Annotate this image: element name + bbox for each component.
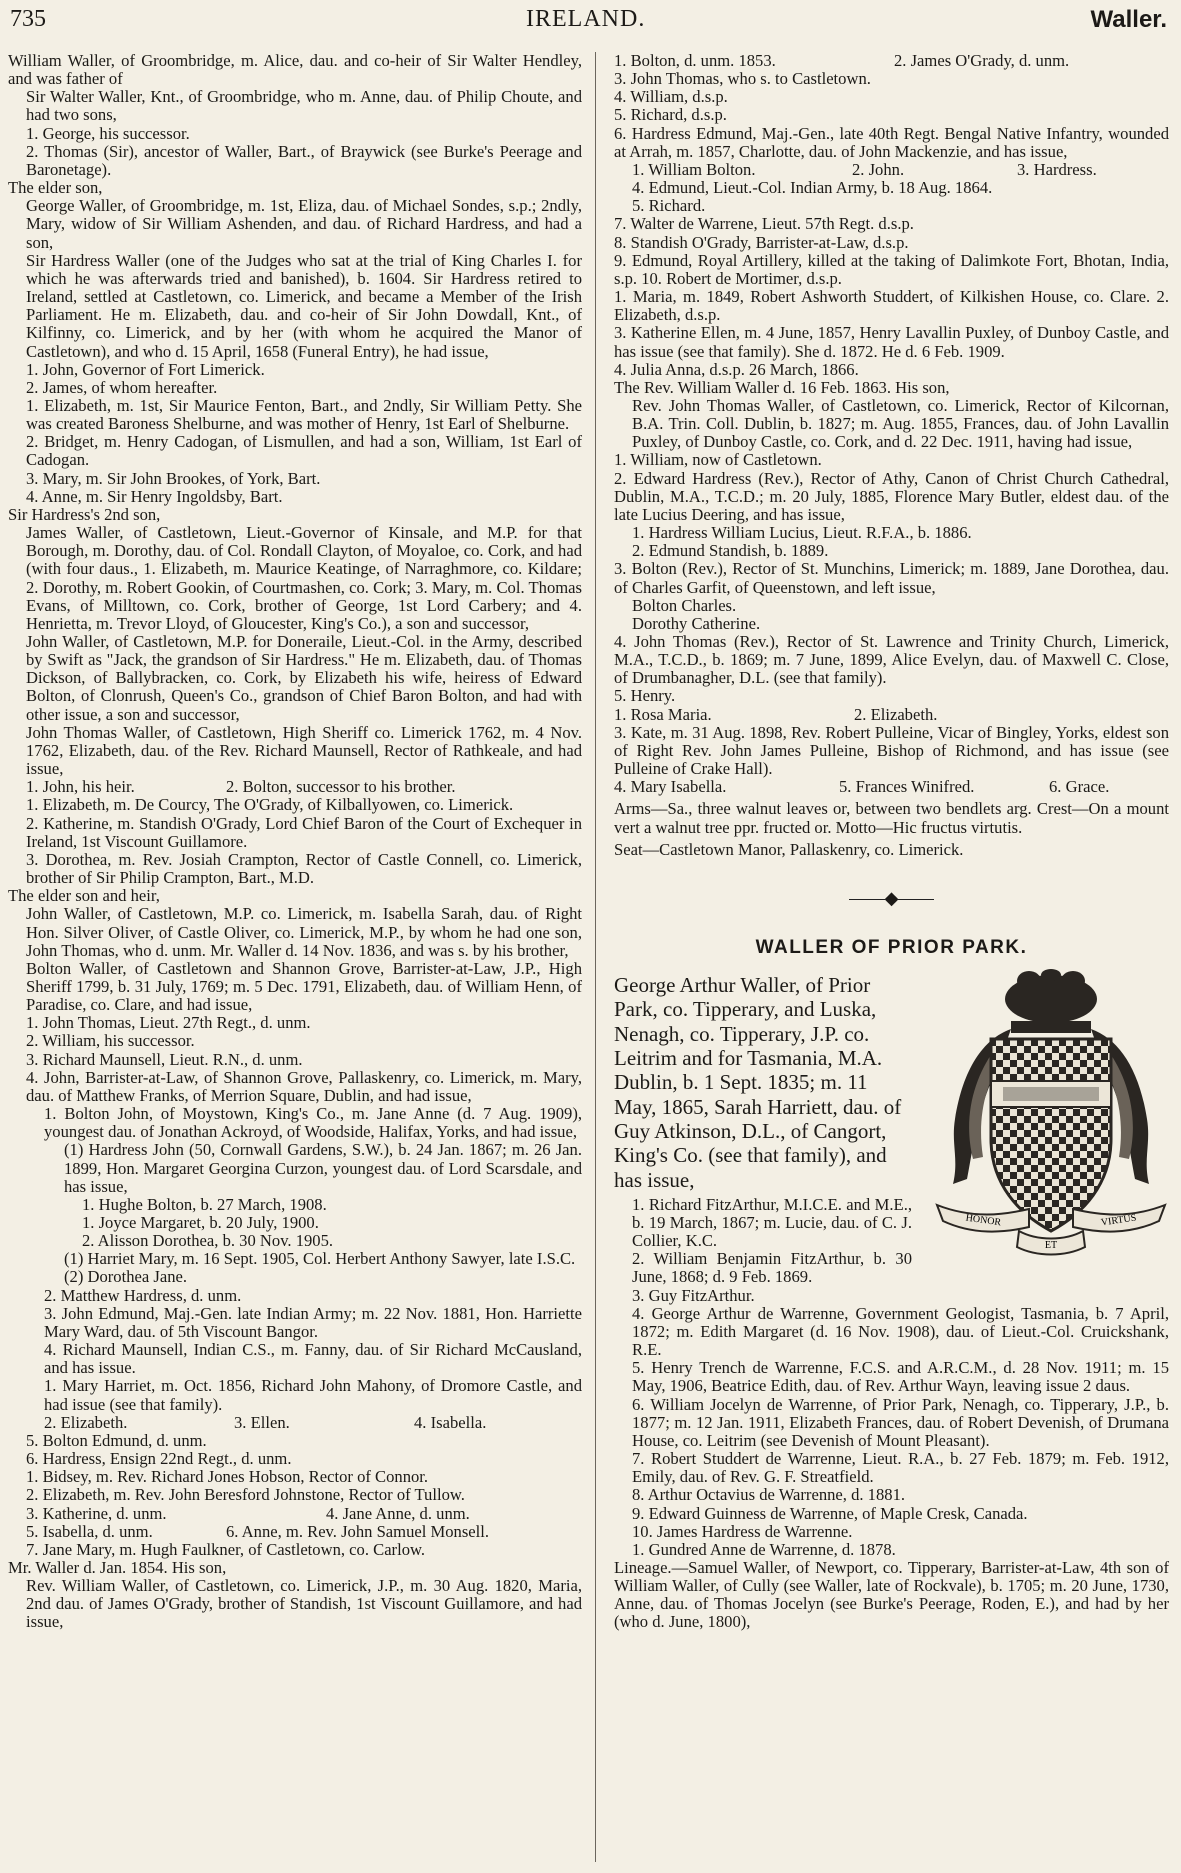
list-item: 4. William, d.s.p. [614, 87, 728, 107]
list-item: 5. Richard, d.s.p. [614, 105, 727, 125]
list-row [614, 52, 1169, 70]
coat-of-arms-icon [933, 969, 1169, 1259]
list-item: Dorothy Catherine. [632, 613, 761, 633]
header-family-name: Waller. [1090, 6, 1167, 33]
list-item: 6. Grace. [1049, 777, 1110, 797]
list-item: Bolton Charles. [632, 595, 737, 615]
list-item: 2. William, his successor. [26, 1031, 195, 1051]
list-item: 7. Robert Studdert de Warrenne, Lieut. R.A., b. 27 Feb. 1879; m. Feb. 1912, Emily, dau. of Rev. G. F. Streatfield. [632, 1449, 1169, 1487]
list-item: 2. Bridget, m. Henry Cadogan, of Lismullen, and had a son, William, 1st Earl of Cadogan. [26, 432, 582, 470]
list-item: 1. John Thomas, Lieut. 27th Regt., d. unm. [26, 1013, 311, 1033]
list-item: 6. Hardress, Ensign 22nd Regt., d. unm. [26, 1449, 292, 1469]
page-number: 735 [10, 6, 46, 32]
list-item: 3. Mary, m. Sir John Brookes, of York, Bart. [26, 468, 321, 488]
list-item: 6. William Jocelyn de Warrenne, of Prior Park, Nenagh, co. Tipperary, J.P., b. 1877; m. 12 Jan. 1911, Elizabeth Frances, dau. of Robert Devenish, of Drumana House, co. Leitrim (see Devenish of Mount Pleasant). [632, 1394, 1169, 1450]
paragraph: Sir Hardress Waller (one of the Judges who sat at the trial of King Charles I. for which he was afterwards tried and banished), b. 1604. Sir Hardress retired to Ireland, settled at Castletown, co. Limerick, and became a Member of the Irish Parliament. He m. Elizabeth, dau. and co-heir of Sir John Dowdall, Knt., of Kilfinny, co. Limerick, and by her (with whom he acquired the Manor of Castletown), and who d. 15 April, 1658 (Funeral Entry), he had issue, [26, 250, 582, 361]
list-item: 2. John. [852, 159, 905, 179]
paragraph: The elder son and heir, [8, 886, 160, 906]
paragraph: The Rev. William Waller d. 16 Feb. 1863. His son, [614, 377, 950, 397]
motto-bottom: ET [1044, 1240, 1058, 1252]
list-item: 3. Hardress. [1017, 159, 1097, 179]
paragraph: Bolton Waller, of Castletown and Shannon Grove, Barrister-at-Law, J.P., High Sheriff 1799, b. 31 July, 1769; m. 5 Dec. 1791, Elizabeth, dau. of William Henn, of Paradise, co. Clare, and had issue, [26, 958, 582, 1015]
list-item: 1. Bolton John, of Moystown, King's Co., m. Jane Anne (d. 7 Aug. 1909), youngest dau. of Jonathan Ackroyd, of Woodside, Halifax, Yorks, and had issue, [44, 1104, 582, 1142]
list-item: 1. William, now of Castletown. [614, 450, 822, 470]
lineage-paragraph: Lineage.—Samuel Waller, of Newport, co. Tipperary, Barrister-at-Law, 4th son of William Waller, of Cully (see Waller, late of Rockvale), b. 1705; m. 20 June, 1730, Anne, dau. of Thomas Jocelyn (see Burke's Peerage, Roden, E.), and had by her (who d. June, 1800), [614, 1557, 1169, 1632]
list-item: 6. Anne, m. Rev. John Samuel Monsell. [226, 1521, 490, 1541]
list-row [8, 778, 582, 796]
paragraph: John Thomas Waller, of Castletown, High Sheriff co. Limerick 1762, m. 4 Nov. 1762, Elizabeth, dau. of the Rev. Richard Maunsell, Rector of Rathkeale, and had issue, [26, 722, 582, 779]
list-item: 8. Standish O'Grady, Barrister-at-Law, d.s.p. [614, 232, 909, 252]
list-item: 9. Edward Guinness de Warrenne, of Maple Cresk, Canada. [632, 1503, 1028, 1523]
paragraph: John Waller, of Castletown, M.P. for Doneraile, Lieut.-Col. in the Army, described by Swift as "Jack, the grandson of Sir Hardress." He m. Elizabeth, dau. of Thomas Dickson, of Ballybracken, co. Cork, by Elizabeth his wife, heiress of Edward Bolton, of Clonrush, Queen's Co., grandson of Chief Baron Bolton, and had with other issue, a son and successor, [26, 632, 582, 724]
arms-paragraph: Arms—Sa., three walnut leaves or, between two bendlets arg. Crest—On a mount vert a walnut tree ppr. fructed or. Motto—Hic fructus virtutis. [614, 799, 1169, 837]
list-item: 3. Guy FitzArthur. [632, 1285, 755, 1305]
list-row [614, 161, 1169, 179]
list-item: 1. Richard FitzArthur, M.I.C.E. and M.E., b. 19 March, 1867; m. Lucie, dau. of C. J. Collier, K.C. [632, 1194, 912, 1251]
paragraph: Mr. Waller d. Jan. 1854. His son, [8, 1557, 227, 1577]
list-item: 4. Anne, m. Sir Henry Ingoldsby, Bart. [26, 486, 283, 506]
list-item: 1. Maria, m. 1849, Robert Ashworth Studdert, of Kilkishen House, co. Clare. 2. Elizabeth, d.s.p. [614, 287, 1169, 325]
list-item: 6. Hardress Edmund, Maj.-Gen., late 40th Regt. Bengal Native Infantry, wounded at Arrah, m. 1857, Charlotte, dau. of John Mackenzie, and has issue, [614, 123, 1169, 161]
list-item: 2. Elizabeth. [854, 704, 938, 724]
list-item: 4. Jane Anne, d. unm. [326, 1503, 470, 1523]
list-item: 4. Richard Maunsell, Indian C.S., m. Fanny, dau. of Sir Richard McCausland, and has issue. [44, 1340, 582, 1378]
list-item: 3. Kate, m. 31 Aug. 1898, Rev. Robert Pulleine, Vicar of Bingley, Yorks, eldest son of Right Rev. John James Pulleine, Bishop of Richmond, and has issue (see Pulleine of Crake Hall). [614, 722, 1169, 779]
list-item: 3. Richard Maunsell, Lieut. R.N., d. unm. [26, 1049, 303, 1069]
list-item: 3. Katherine, d. unm. [26, 1503, 167, 1523]
list-item: 3. Bolton (Rev.), Rector of St. Munchins, Limerick; m. 1889, Jane Dorothea, dau. of Charles Garfit, of Queenstown, and left issue, [614, 559, 1169, 597]
running-header [8, 6, 1167, 36]
paragraph: George Arthur Waller, of Prior Park, co. Tipperary, and Luska, Nenagh, co. Tipperary, J.P. co. Leitrim and for Tasmania, M.A. Dublin, b. 1 Sept. 1835; m. 11 May, 1865, Sarah Harriett, dau. of Guy Atkinson, D.L., of Cangort, King's Co. (see that family), and has issue, [614, 973, 902, 1192]
section-ornament: ◆ [614, 889, 1169, 907]
list-item: 2. Edward Hardress (Rev.), Rector of Athy, Canon of Christ Church Cathedral, Dublin, M.A., T.C.D.; m. 20 July, 1885, Florence Mary Butler, eldest dau. of the late Lucius Deering, and has issue, [614, 468, 1169, 524]
list-item: 2. Matthew Hardress, d. unm. [44, 1285, 242, 1305]
list-item: 5. Henry. [614, 686, 676, 706]
list-item: 9. Edmund, Royal Artillery, killed at the taking of Dalimkote Fort, Bhotan, India, s.p. 10. Robert de Mortimer, d.s.p. [614, 250, 1169, 288]
list-row [8, 1414, 582, 1432]
list-item: 3. Ellen. [234, 1412, 290, 1432]
list-item: 4. John, Barrister-at-Law, of Shannon Grove, Pallaskenry, co. Limerick, m. Mary, dau. of Matthew Franks, of Merrion Square, Dublin, and had issue, [26, 1067, 582, 1105]
list-item: (1) Hardress John (50, Cornwall Gardens, S.W.), b. 24 Jan. 1867; m. 26 Jan. 1899, Hon. Margaret Georgina Curzon, youngest dau. of Lord Scarsdale, and has issue, [64, 1140, 582, 1196]
list-item: (2) Dorothea Jane. [64, 1267, 188, 1287]
list-item: 2. Katherine, m. Standish O'Grady, Lord Chief Baron of the Court of Exchequer in Ireland, 1st Viscount Guillamore. [26, 813, 582, 851]
header-title: IRELAND. [526, 6, 646, 32]
list-row [614, 706, 1169, 724]
list-item: 2. Thomas (Sir), ancestor of Waller, Bart., of Braywick (see Burke's Peerage and Baronetage). [26, 141, 582, 179]
list-item: 2. Alisson Dorothea, b. 30 Nov. 1905. [82, 1231, 334, 1251]
list-item: 2. Bolton, successor to his brother. [226, 777, 456, 797]
list-item: 1. Hardress William Lucius, Lieut. R.F.A., b. 1886. [632, 523, 972, 543]
list-item: 5. Henry Trench de Warrenne, F.C.S. and A.R.C.M., d. 28 Nov. 1911; m. 15 May, 1906, Beatrice Edith, dau. of Rev. Arthur Wayn, leaving issue 2 daus. [632, 1358, 1169, 1396]
list-item: 3. John Thomas, who s. to Castletown. [614, 69, 871, 89]
paragraph: Rev. William Waller, of Castletown, co. Limerick, J.P., m. 30 Aug. 1820, Maria, 2nd dau. of James O'Grady, brother of Standish, 1st Viscount Guillamore, and had issue, [26, 1576, 582, 1632]
column-divider [595, 52, 596, 1862]
list-item: 2. Elizabeth, m. Rev. John Beresford Johnstone, Rector of Tullow. [26, 1485, 465, 1505]
list-row [8, 1505, 582, 1523]
list-item: 4. George Arthur de Warrenne, Government Geologist, Tasmania, b. 7 April, 1872; m. Edith Margaret (d. 16 Nov. 1908), dau. of Lieut.-Col. Cruickshank, R.E. [632, 1303, 1169, 1360]
list-item: 2. James O'Grady, d. unm. [894, 51, 1070, 70]
paragraph: William Waller, of Groombridge, m. Alice, dau. and co-heir of Sir Walter Hendley, and was father of [8, 51, 582, 89]
list-item: 1. Gundred Anne de Warrenne, d. 1878. [632, 1539, 896, 1559]
list-row [8, 1523, 582, 1541]
left-column [8, 52, 582, 1632]
list-item: 2. Elizabeth. [44, 1412, 128, 1432]
list-item: 8. Arthur Octavius de Warrenne, d. 1881. [632, 1485, 906, 1505]
seat-paragraph: Seat—Castletown Manor, Pallaskenry, co. Limerick. [614, 839, 964, 859]
prior-park-issue [614, 1196, 1169, 1632]
list-item: 4. Isabella. [414, 1412, 487, 1432]
paragraph: The elder son, [8, 178, 103, 198]
list-item: 1. Joyce Margaret, b. 20 July, 1900. [82, 1213, 319, 1232]
list-item: 1. John, Governor of Fort Limerick. [26, 359, 265, 379]
list-item: 4. Mary Isabella. [614, 777, 727, 797]
list-item: 5. Richard. [632, 196, 706, 216]
list-item: 7. Jane Mary, m. Hugh Faulkner, of Castletown, co. Carlow. [26, 1539, 426, 1559]
paragraph: Rev. John Thomas Waller, of Castletown, co. Limerick, Rector of Kilcornan, B.A. Trin. Coll. Dublin, b. 1827; m. Aug. 1855, Frances, dau. of John Lavallin Puxley, of Dunboy Castle, co. Cork, and d. 22 Dec. 1911, having had issue, [632, 395, 1169, 452]
list-item: 5. Frances Winifred. [839, 777, 975, 797]
paragraph: Sir Hardress's 2nd son, [8, 504, 161, 524]
list-item: 4. John Thomas (Rev.), Rector of St. Lawrence and Trinity Church, Limerick, M.A., T.C.D., b. 1869; m. 7 June, 1899, Alice Evelyn, dau. of Maxwell C. Close, of Drumbanagher, D.L. (see that family). [614, 632, 1169, 688]
motto-left: HONOR [964, 1212, 1002, 1229]
paragraph: Sir Walter Waller, Knt., of Groombridge, who m. Anne, dau. of Philip Choute, and had two sons, [26, 87, 582, 125]
paragraph: John Waller, of Castletown, M.P. co. Limerick, m. Isabella Sarah, dau. of Right Hon. Silver Oliver, of Castle Oliver, co. Limerick, M.P., by whom he had one son, John Thomas, who d. unm. Mr. Waller d. 14 Nov. 1836, and was s. by his brother, [26, 904, 582, 960]
list-item: 5. Bolton Edmund, d. unm. [26, 1430, 207, 1450]
right-column [614, 52, 1169, 1632]
list-item: 3. Katherine Ellen, m. 4 June, 1857, Henry Lavallin Puxley, of Dunboy Castle, and has issue (see that family). She d. 1872. He d. 6 Feb. 1909. [614, 323, 1169, 361]
section-title: WALLER OF PRIOR PARK. [755, 937, 1028, 959]
list-item: 1. Elizabeth, m. 1st, Sir Maurice Fenton, Bart., and 2ndly, Sir William Petty. She was created Baroness Shelburne, and was mother of Henry, 1st Earl of Shelburne. [26, 395, 582, 434]
list-item: 4. Julia Anna, d.s.p. 26 March, 1866. [614, 359, 859, 379]
list-item: 3. Dorothea, m. Rev. Josiah Crampton, Rector of Castle Connell, co. Limerick, brother of Sir Philip Crampton, Bart., M.D. [26, 849, 582, 888]
list-item: 10. James Hardress de Warrenne. [632, 1521, 853, 1541]
list-item: 1. Bidsey, m. Rev. Richard Jones Hobson, Rector of Connor. [26, 1467, 429, 1487]
list-item: 2. William Benjamin FitzArthur, b. 30 June, 1868; d. 9 Feb. 1869. [632, 1249, 912, 1287]
list-item: 1. William Bolton. [632, 159, 756, 179]
list-item: 1. John, his heir. [26, 777, 135, 797]
motto-right: VIRTUS [1100, 1212, 1138, 1229]
paragraph: James Waller, of Castletown, Lieut.-Governor of Kinsale, and M.P. for that Borough, m. Dorothy, dau. of Col. Rondall Clayton, of Moyaloe, co. Cork, and had (with four daus., 1. Elizabeth, m. Maurice Keatinge, of Narraghmore, co. Kildare; 2. Dorothy, m. Robert Gookin, of Courtmashen, co. Cork; 3. Mary, m. Col. Thomas Evans, of Milltown, co. Cork, brother of George, 1st Lord Carbery; and 4. Henrietta, m. Trevor Lloyd, of Gloucester, King's Co.), a son and successor, [26, 523, 582, 633]
list-item: 1. Rosa Maria. [614, 704, 712, 724]
list-item: 4. Edmund, Lieut.-Col. Indian Army, b. 18 Aug. 1864. [632, 178, 993, 198]
list-row [614, 778, 1169, 796]
list-item: 3. John Edmund, Maj.-Gen. late Indian Army; m. 22 Nov. 1881, Hon. Harriette Mary Ward, dau. of 5th Viscount Bangor. [44, 1303, 582, 1341]
list-item: 1. Mary Harriet, m. Oct. 1856, Richard John Mahony, of Dromore Castle, and had issue (see that family). [44, 1376, 582, 1414]
list-item: 2. Edmund Standish, b. 1889. [632, 541, 829, 561]
list-item: (1) Harriet Mary, m. 16 Sept. 1905, Col. Herbert Anthony Sawyer, late I.S.C. [64, 1249, 576, 1269]
list-item: 2. James, of whom hereafter. [26, 377, 218, 397]
list-item: 1. Hughe Bolton, b. 27 March, 1908. [82, 1194, 327, 1214]
list-item: 5. Isabella, d. unm. [26, 1521, 153, 1541]
list-item: 1. Bolton, d. unm. 1853. [614, 51, 776, 70]
list-item: 1. George, his successor. [26, 123, 190, 143]
list-item: 7. Walter de Warrene, Lieut. 57th Regt. d.s.p. [614, 214, 914, 234]
paragraph: George Waller, of Groombridge, m. 1st, Eliza, dau. of Michael Sondes, s.p.; 2ndly, Mary, widow of Sir William Ashenden, and dau. of Richard Hardress, and had a son, [26, 196, 582, 252]
list-item: 1. Elizabeth, m. De Courcy, The O'Grady, of Kilballyowen, co. Limerick. [26, 795, 514, 815]
